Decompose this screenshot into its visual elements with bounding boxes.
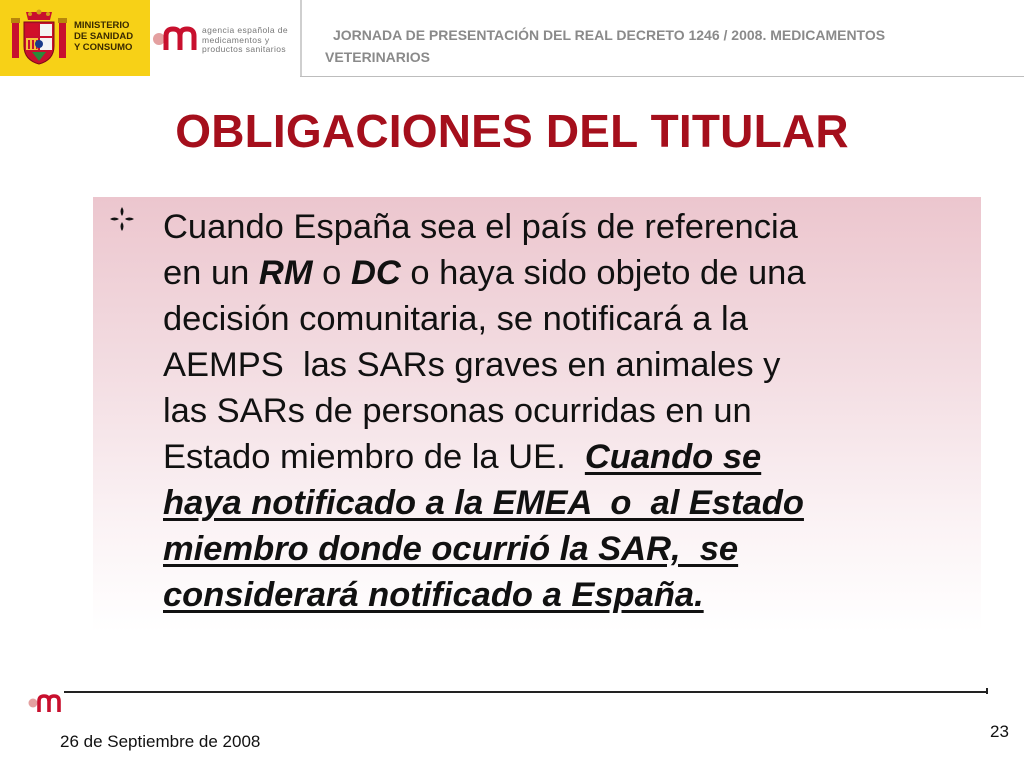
text-span: Estado miembro de la UE. (163, 438, 585, 476)
slide-title: OBLIGACIONES DEL TITULAR (175, 105, 849, 157)
ministry-name (74, 20, 133, 53)
paragraph-line: haya notificado a la EMEA o al Estado (163, 484, 804, 522)
aemps-logo-icon (152, 24, 200, 54)
header-divider (300, 0, 302, 76)
spain-coat-of-arms-icon (10, 8, 68, 68)
dc-abbreviation: DC (350, 254, 401, 292)
ministry-line: Y CONSUMO (74, 42, 133, 53)
paragraph-line: AEMPS las SARs graves en animales y (163, 346, 781, 384)
paragraph-line: miembro donde ocurrió la SAR, se (163, 530, 739, 568)
bullet-paragraph (163, 204, 978, 618)
paragraph-line: Cuando España sea el país de referencia (163, 208, 798, 246)
aemps-footer-logo-icon (28, 692, 64, 714)
ministry-line: DE SANIDAD (74, 31, 134, 42)
header-title (325, 24, 1015, 68)
paragraph-line: decisión comunitaria, se notificará a la (163, 300, 748, 338)
agency-line: productos sanitarios (202, 44, 287, 54)
footer-rule (64, 691, 988, 693)
paragraph-line: las SARs de personas ocurridas en un (163, 392, 752, 430)
emphasis-text: Cuando se (584, 438, 762, 476)
agency-logo-block (152, 0, 298, 76)
agency-line: medicamentos y (202, 34, 270, 45)
footer-rule-tick (986, 688, 988, 694)
agency-line: agencia española de (202, 25, 289, 35)
text-span: o (312, 254, 351, 292)
text-span: en un (163, 254, 259, 292)
ministry-logo-block (0, 0, 150, 76)
diamond-bullet-icon (107, 204, 137, 234)
paragraph-line (163, 434, 978, 480)
paragraph-line (163, 250, 978, 296)
text-span: o haya sido objeto de una (400, 254, 806, 292)
header-rule (300, 76, 1024, 77)
page-number: 23 (990, 722, 1009, 741)
ministry-line: MINISTERIO (74, 20, 130, 31)
header-title-line1: JORNADA DE PRESENTACIÓN DEL REAL DECRETO 1246 / 2008. MEDICAMENTOS (333, 27, 886, 43)
header-title-line2: VETERINARIOS (325, 49, 431, 65)
paragraph-line: considerará notificado a España. (163, 576, 704, 614)
rm-abbreviation: RM (258, 254, 313, 292)
footer-date: 26 de Septiembre de 2008 (60, 732, 261, 751)
agency-name (202, 26, 288, 55)
